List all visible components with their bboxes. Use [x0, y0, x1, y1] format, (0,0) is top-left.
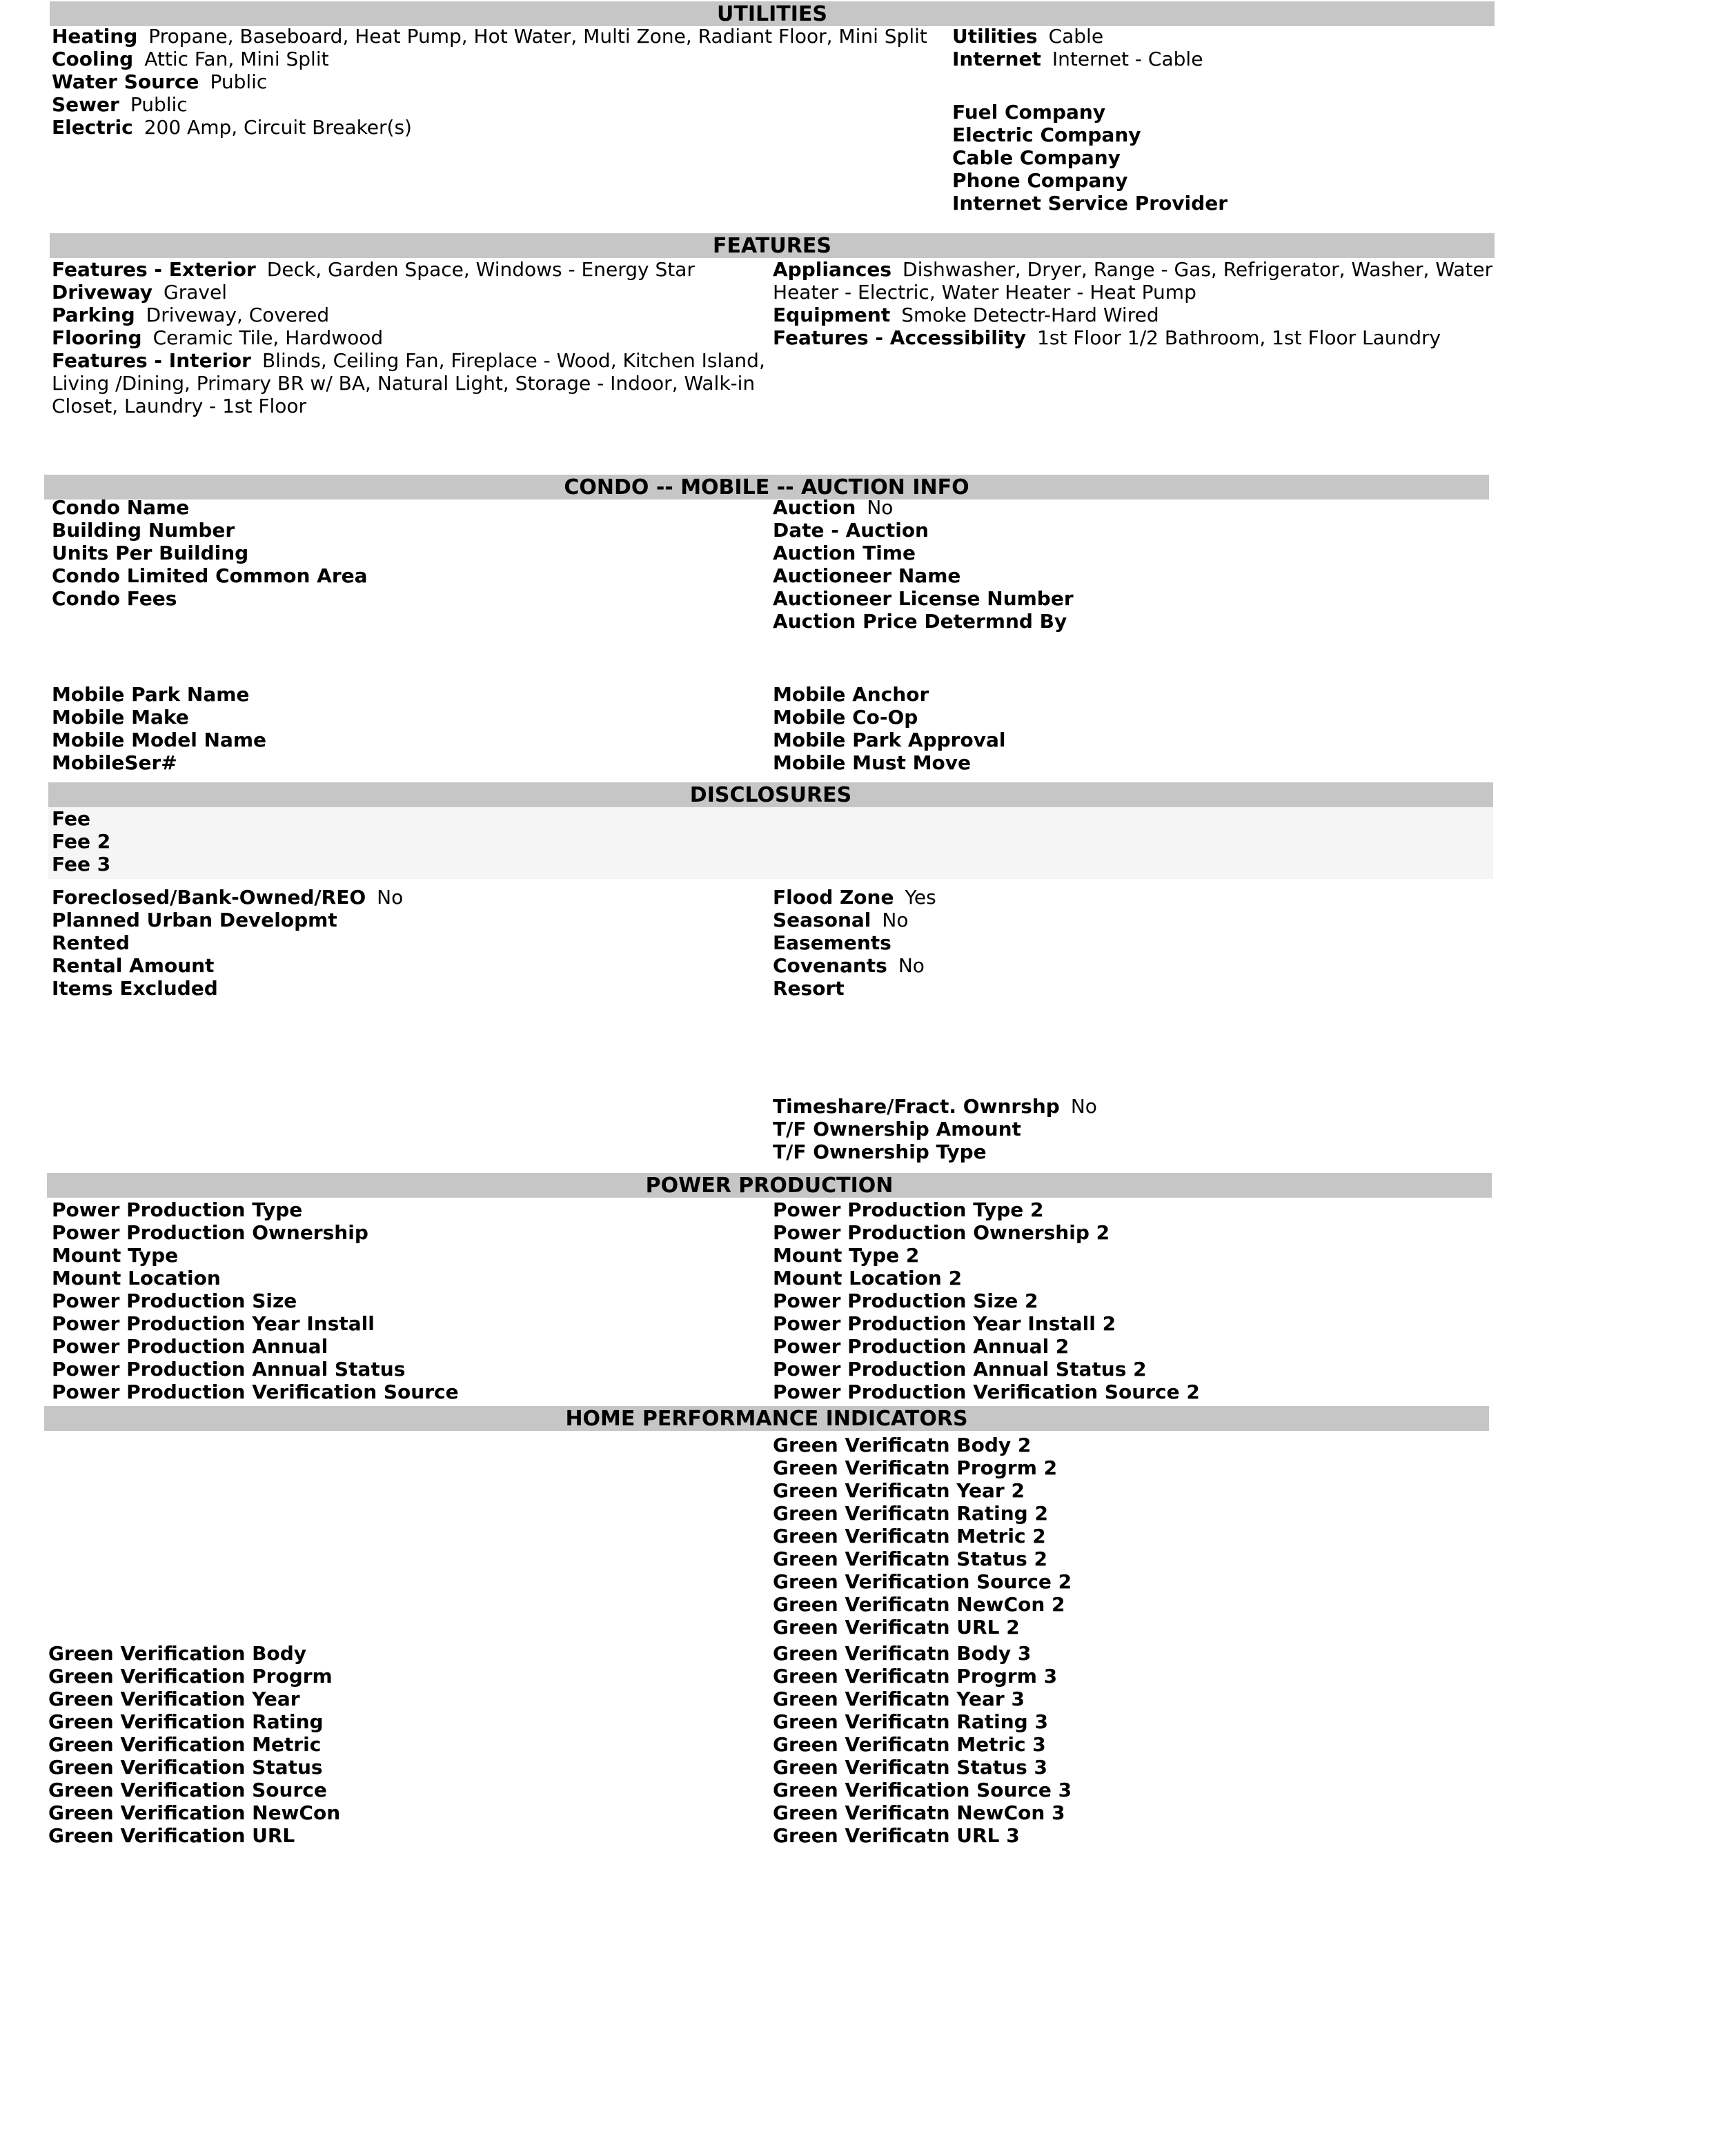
field-green-verificatn-progrm-3: [773, 1665, 1463, 1688]
field-label: Electric Company: [952, 123, 1141, 146]
disclosures-left: [52, 886, 742, 1000]
field-label: Fee 3: [52, 853, 111, 876]
field-power-production-type-2: [773, 1198, 1463, 1221]
condo-left-bottom: [52, 683, 742, 774]
disclosures-header: DISCLOSURES: [48, 782, 1493, 807]
field-value: Ceramic Tile, Hardwood: [152, 326, 384, 349]
field-label: Power Production Year Install 2: [773, 1312, 1116, 1335]
field-label: Green Verification Source: [48, 1779, 327, 1801]
field-green-verificatn-rating-3: [773, 1710, 1463, 1733]
field-label: Equipment: [773, 304, 891, 326]
hpi-header: HOME PERFORMANCE INDICATORS: [44, 1406, 1489, 1431]
field-green-verification-metric: [48, 1733, 738, 1756]
field-condo-limited-common-area: [52, 564, 742, 587]
field-power-production-size-2: [773, 1289, 1463, 1312]
field-label: Green Verification Year: [48, 1688, 300, 1710]
field-power-production-type: [52, 1198, 742, 1221]
field-green-verificatn-status-3: [773, 1756, 1463, 1779]
field-t-f-ownership-type: [773, 1140, 1463, 1163]
field-green-verificatn-rating-2: [773, 1502, 1463, 1525]
field-label: Power Production Verification Source 2: [773, 1381, 1200, 1403]
utilities-right-bottom: [952, 101, 1490, 215]
field-label: Power Production Year Install: [52, 1312, 375, 1335]
field-label: Electric: [52, 116, 133, 139]
field-label: Power Production Annual Status: [52, 1358, 406, 1381]
field-green-verification-url: [48, 1824, 738, 1847]
field-label: Mount Location 2: [773, 1267, 963, 1289]
field-label: Foreclosed/Bank-Owned/REO: [52, 886, 366, 909]
field-label: Green Verificatn Year 2: [773, 1479, 1025, 1502]
field-building-number: [52, 519, 742, 542]
utilities-header: UTILITIES: [50, 1, 1495, 26]
field-appliances: [773, 258, 1494, 304]
field-label: Fee 2: [52, 830, 111, 853]
field-green-verification-year: [48, 1688, 738, 1710]
field-rental-amount: [52, 954, 742, 977]
field-value: Dishwasher, Dryer, Range - Gas, Refrigerator, Washer, Water Heater - Electric, Water Heater - Heat Pump: [773, 258, 1493, 304]
field-label: Features - Exterior: [52, 258, 256, 281]
field-label: Green Verification Progrm: [48, 1665, 333, 1688]
field-covenants: [773, 954, 1463, 977]
field-power-production-annual-2: [773, 1335, 1463, 1358]
field-label: Auction Time: [773, 542, 916, 564]
field-equipment: [773, 304, 1494, 326]
field-label: Condo Limited Common Area: [52, 564, 368, 587]
field-label: Green Verificatn Metric 2: [773, 1525, 1046, 1547]
field-label: Green Verificatn Progrm 2: [773, 1456, 1058, 1479]
field-label: Appliances: [773, 258, 892, 281]
field-mobile-model-name: [52, 729, 742, 751]
field-label: Rental Amount: [52, 954, 215, 977]
field-label: Power Production Ownership 2: [773, 1221, 1110, 1244]
field-label: T/F Ownership Amount: [773, 1118, 1021, 1140]
field-green-verificatn-metric-2: [773, 1525, 1463, 1547]
field-value: Blinds, Ceiling Fan, Fireplace - Wood, Kitchen Island, Living /Dining, Primary BR w/ BA, Natural Light, Storage - Indoor, Walk-in Closet, Laundry - 1st Floor: [52, 349, 765, 417]
disclosures-timeshare: [773, 1095, 1463, 1163]
field-label: Units Per Building: [52, 542, 249, 564]
field-label: Fee: [52, 807, 90, 830]
field-green-verificatn-url-2: [773, 1616, 1463, 1639]
field-label: Mobile Park Approval: [773, 729, 1006, 751]
field-mount-type: [52, 1244, 742, 1267]
field-fee-2: [52, 830, 742, 853]
field-auction: [773, 496, 1463, 519]
field-auction-price-determnd-by: [773, 610, 1463, 633]
field-label: Green Verificatn Body 3: [773, 1642, 1032, 1665]
field-label: Features - Accessibility: [773, 326, 1027, 349]
field-electric: [52, 116, 935, 139]
field-green-verificatn-year-3: [773, 1688, 1463, 1710]
field-label: Green Verificatn URL 2: [773, 1616, 1020, 1639]
field-label: T/F Ownership Type: [773, 1140, 987, 1163]
field-cooling: [52, 48, 935, 70]
field-label: Green Verificatn Status 3: [773, 1756, 1047, 1779]
field-label: Green Verificatn Rating 3: [773, 1710, 1048, 1733]
features-left: [52, 258, 769, 417]
field-t-f-ownership-amount: [773, 1118, 1463, 1140]
condo-right-bottom: [773, 683, 1463, 774]
field-power-production-verification-source-2: [773, 1381, 1463, 1403]
field-flood-zone: [773, 886, 1463, 909]
field-label: Heating: [52, 25, 138, 48]
field-mobile-park-name: [52, 683, 742, 706]
field-label: Water Source: [52, 70, 199, 93]
field-label: Mobile Model Name: [52, 729, 267, 751]
field-label: Mobile Anchor: [773, 683, 929, 706]
field-water-source: [52, 70, 935, 93]
field-flooring: [52, 326, 769, 349]
power-header: POWER PRODUCTION: [47, 1173, 1492, 1198]
field-label: Items Excluded: [52, 977, 218, 1000]
field-green-verificatn-progrm-2: [773, 1456, 1463, 1479]
field-value: Internet - Cable: [1052, 48, 1203, 70]
field-label: MobileSer#: [52, 751, 177, 774]
field-easements: [773, 931, 1463, 954]
field-auctioneer-license-number: [773, 587, 1463, 610]
condo-right-top: [773, 496, 1463, 633]
field-green-verificatn-metric-3: [773, 1733, 1463, 1756]
field-label: Sewer: [52, 93, 119, 116]
field-label: Rented: [52, 931, 130, 954]
field-mobile-anchor: [773, 683, 1463, 706]
field-fee: [52, 807, 742, 830]
field-label: Fuel Company: [952, 101, 1106, 123]
field-foreclosed-bank-owned-reo: [52, 886, 742, 909]
disclosures-right: [773, 886, 1463, 1000]
field-mount-type-2: [773, 1244, 1463, 1267]
field-features-exterior: [52, 258, 769, 281]
field-label: Seasonal: [773, 909, 871, 931]
field-power-production-year-install: [52, 1312, 742, 1335]
field-features-accessibility: [773, 326, 1494, 349]
field-label: Resort: [773, 977, 845, 1000]
condo-header: CONDO -- MOBILE -- AUCTION INFO: [44, 475, 1489, 500]
field-label: Green Verification NewCon: [48, 1801, 341, 1824]
field-value: Cable: [1048, 25, 1104, 48]
hpi-right-top: [773, 1434, 1463, 1639]
field-label: Driveway: [52, 281, 153, 304]
field-label: Phone Company: [952, 169, 1128, 192]
features-header: FEATURES: [50, 233, 1495, 258]
field-label: Cooling: [52, 48, 134, 70]
power-left: [52, 1198, 742, 1403]
field-label: Green Verification Rating: [48, 1710, 324, 1733]
field-mobile-must-move: [773, 751, 1463, 774]
condo-left-top: [52, 496, 742, 610]
field-value: No: [1070, 1095, 1097, 1118]
field-label: Green Verification Metric: [48, 1733, 322, 1756]
field-green-verificatn-url-3: [773, 1824, 1463, 1847]
field-value: Driveway, Covered: [146, 304, 330, 326]
field-label: Green Verificatn NewCon 3: [773, 1801, 1065, 1824]
field-fuel-company: [952, 101, 1490, 123]
field-heating: [52, 25, 935, 48]
field-label: Date - Auction: [773, 519, 929, 542]
field-label: Mount Location: [52, 1267, 221, 1289]
field-label: Mobile Must Move: [773, 751, 972, 774]
field-power-production-ownership-2: [773, 1221, 1463, 1244]
field-mobile-park-approval: [773, 729, 1463, 751]
field-label: Power Production Size 2: [773, 1289, 1038, 1312]
field-value: 1st Floor 1/2 Bathroom, 1st Floor Laundry: [1037, 326, 1441, 349]
features-right: [773, 258, 1494, 349]
field-green-verificatn-year-2: [773, 1479, 1463, 1502]
field-timeshare-fract-ownrshp: [773, 1095, 1463, 1118]
field-label: Green Verificatn Progrm 3: [773, 1665, 1058, 1688]
field-power-production-size: [52, 1289, 742, 1312]
field-label: Green Verification Source 2: [773, 1570, 1072, 1593]
field-seasonal: [773, 909, 1463, 931]
field-label: Mobile Make: [52, 706, 189, 729]
field-green-verification-source: [48, 1779, 738, 1801]
field-label: Power Production Type: [52, 1198, 303, 1221]
field-green-verificatn-newcon-3: [773, 1801, 1463, 1824]
field-green-verificatn-body-3: [773, 1642, 1463, 1665]
field-value: Gravel: [164, 281, 227, 304]
field-electric-company: [952, 123, 1490, 146]
field-label: Mobile Park Name: [52, 683, 250, 706]
field-label: Utilities: [952, 25, 1038, 48]
field-mobile-make: [52, 706, 742, 729]
field-value: Propane, Baseboard, Heat Pump, Hot Water, Multi Zone, Radiant Floor, Mini Split: [148, 25, 927, 48]
field-mount-location-2: [773, 1267, 1463, 1289]
field-label: Auction Price Determnd By: [773, 610, 1067, 633]
field-sewer: [52, 93, 935, 116]
field-label: Power Production Type 2: [773, 1198, 1044, 1221]
field-label: Green Verification URL: [48, 1824, 295, 1847]
field-label: Flooring: [52, 326, 142, 349]
field-label: Timeshare/Fract. Ownrshp: [773, 1095, 1060, 1118]
field-internet: [952, 48, 1490, 70]
field-label: Green Verification Source 3: [773, 1779, 1072, 1801]
field-label: Green Verificatn Status 2: [773, 1547, 1047, 1570]
field-value: Public: [210, 70, 268, 93]
field-phone-company: [952, 169, 1490, 192]
field-value: Public: [130, 93, 188, 116]
field-mount-location: [52, 1267, 742, 1289]
field-green-verificatn-status-2: [773, 1547, 1463, 1570]
field-driveway: [52, 281, 769, 304]
field-power-production-annual-status: [52, 1358, 742, 1381]
field-power-production-year-install-2: [773, 1312, 1463, 1335]
field-label: Power Production Annual: [52, 1335, 328, 1358]
field-resort: [773, 977, 1463, 1000]
field-value: 200 Amp, Circuit Breaker(s): [144, 116, 412, 139]
field-label: Easements: [773, 931, 891, 954]
field-label: Mobile Co-Op: [773, 706, 918, 729]
field-label: Internet Service Provider: [952, 192, 1228, 215]
field-label: Green Verificatn Rating 2: [773, 1502, 1048, 1525]
field-power-production-ownership: [52, 1221, 742, 1244]
field-label: Covenants: [773, 954, 887, 977]
field-mobileser: [52, 751, 742, 774]
field-label: Planned Urban Developmt: [52, 909, 337, 931]
field-label: Internet: [952, 48, 1041, 70]
utilities-left: [52, 25, 935, 139]
field-internet-service-provider: [952, 192, 1490, 215]
field-label: Power Production Annual 2: [773, 1335, 1070, 1358]
field-green-verification-source-3: [773, 1779, 1463, 1801]
field-parking: [52, 304, 769, 326]
field-auctioneer-name: [773, 564, 1463, 587]
field-fee-3: [52, 853, 742, 876]
hpi-right-bottom: [773, 1642, 1463, 1847]
field-date-auction: [773, 519, 1463, 542]
field-label: Cable Company: [952, 146, 1121, 169]
field-label: Building Number: [52, 519, 235, 542]
field-label: Power Production Verification Source: [52, 1381, 459, 1403]
field-green-verification-status: [48, 1756, 738, 1779]
field-label: Green Verificatn Year 3: [773, 1688, 1025, 1710]
field-utilities: [952, 25, 1490, 48]
field-label: Mount Type 2: [773, 1244, 920, 1267]
field-label: Power Production Ownership: [52, 1221, 368, 1244]
field-label: Green Verificatn URL 3: [773, 1824, 1020, 1847]
field-label: Power Production Annual Status 2: [773, 1358, 1147, 1381]
field-label: Green Verificatn NewCon 2: [773, 1593, 1065, 1616]
field-label: Green Verification Status: [48, 1756, 323, 1779]
field-label: Flood Zone: [773, 886, 894, 909]
utilities-right-top: [952, 25, 1490, 70]
field-condo-fees: [52, 587, 742, 610]
field-green-verificatn-newcon-2: [773, 1593, 1463, 1616]
field-value: Yes: [905, 886, 936, 909]
field-label: Condo Fees: [52, 587, 177, 610]
field-label: Green Verificatn Metric 3: [773, 1733, 1046, 1756]
field-auction-time: [773, 542, 1463, 564]
field-value: Deck, Garden Space, Windows - Energy Star: [266, 258, 695, 281]
field-green-verification-newcon: [48, 1801, 738, 1824]
field-green-verification-rating: [48, 1710, 738, 1733]
field-label: Auctioneer License Number: [773, 587, 1074, 610]
field-value: Attic Fan, Mini Split: [144, 48, 329, 70]
field-features-interior: [52, 349, 769, 417]
field-label: Power Production Size: [52, 1289, 297, 1312]
hpi-left-bottom: [48, 1642, 738, 1847]
field-green-verification-progrm: [48, 1665, 738, 1688]
disclosures-fees: [52, 807, 742, 876]
field-label: Condo Name: [52, 496, 190, 519]
field-value: No: [882, 909, 909, 931]
field-label: Auctioneer Name: [773, 564, 961, 587]
field-label: Green Verificatn Body 2: [773, 1434, 1032, 1456]
field-power-production-annual-status-2: [773, 1358, 1463, 1381]
field-condo-name: [52, 496, 742, 519]
field-units-per-building: [52, 542, 742, 564]
field-items-excluded: [52, 977, 742, 1000]
field-label: Parking: [52, 304, 135, 326]
field-power-production-annual: [52, 1335, 742, 1358]
field-label: Green Verification Body: [48, 1642, 307, 1665]
field-value: No: [898, 954, 925, 977]
field-power-production-verification-source: [52, 1381, 742, 1403]
field-label: Mount Type: [52, 1244, 179, 1267]
field-rented: [52, 931, 742, 954]
field-value: Smoke Detectr-Hard Wired: [901, 304, 1159, 326]
field-cable-company: [952, 146, 1490, 169]
field-mobile-co-op: [773, 706, 1463, 729]
power-right: [773, 1198, 1463, 1403]
field-planned-urban-developmt: [52, 909, 742, 931]
field-green-verificatn-body-2: [773, 1434, 1463, 1456]
field-label: Features - Interior: [52, 349, 251, 372]
field-value: No: [377, 886, 404, 909]
field-green-verification-body: [48, 1642, 738, 1665]
field-value: No: [867, 496, 894, 519]
field-label: Auction: [773, 496, 856, 519]
field-green-verification-source-2: [773, 1570, 1463, 1593]
